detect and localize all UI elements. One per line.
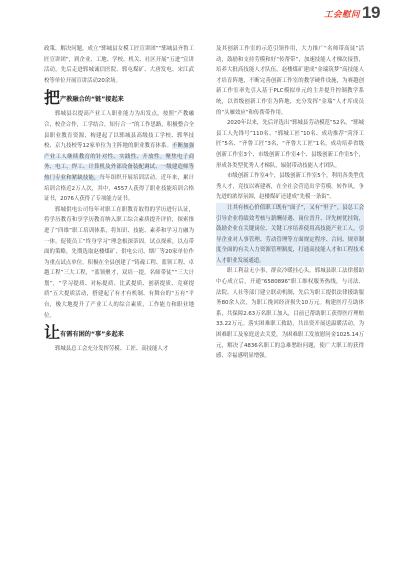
section-heading-1 [44, 89, 194, 107]
highlighted-text: 不断加强产业工人继续教育的针对性、实践性、开放性。聚焦电子商务、电工、焊工、计算机及外部设备装配调试、一级建造师等热门专业和紧缺技能， [44, 143, 194, 181]
highlighted-paragraph: 让其有核心价值职工既有“面子”，又有“里子”。县总工会引导企业将绩效考核与薪酬待遇、岗位晋升、评先树优挂钩，鼓励企业在关键岗位、关键工序培养使用高技能产业工人，引导企业对人事管理、劳动管理等方面规定程序、合同、规章制度全面的有关人力资源管理制度，打通高技能人才和工程技术人才职业发展通道。 [216, 203, 364, 267]
paragraph: 市级创新工作室4个，县级创新工作室5个，利用各类型优秀人才，竞技以赛建赛，在全社会营造出学劳模，转作风，争先进的浓厚氛围，赵楼煤矿还建成“先模一条街”。 [216, 173, 364, 201]
page-number: 19 [362, 3, 380, 22]
paragraph-text: 郓城县以提高产业工人职业能力为出发点，按照“产教融合，校企合作，工学结合，知行合一”的工作思路，积极整合全县职业教育资源，构建起了以郓城县高级技工学校、郓华技校、京九技校等12家单位为主阵地的职业教育体系。 [44, 111, 194, 150]
heading-text: 有需有困的“事”多起来 [60, 331, 124, 339]
paragraph: 郓城县总工会充分发挥劳模、工匠、高技能人才 [55, 346, 169, 353]
paragraph: 职工利益无小事，群众冷暖挂心头。郓城县职工法律援助中心成立后，开通“6580896”职工维权服务热线，与司法、法院、人社等部门建立联动机制，先后为职工提供法律援助服务80余人次，为职工挽回经济损失10万元。构建医疗互助体系，共保障2.63万名职工加入，目前已帮助职工获得医疗理赔33.22万元。落实困难职工救助，共出资开展送温暖活动，为困难职工及家庭送去关爱，为困难职工发放慰问金1025.14万元，解决了4836名职工的急难愁盼问题，使广大职工的获得感、幸福感明显增强。 [216, 268, 364, 360]
paragraph: 及其创新工作室的示范引领作用，大力推广“名师带高徒”活动，鼓励和支持劳模和好“传帮带”，加速技能人才梯次接替，培养大批高技能人才队伍。赵楼煤矿建成“金瑞筑梦”高技能人才培育阵地，不断完善创新工作室的教学硬件设施，为赛越创新工作室率先引入基于PLC模拟单元的主井提升控制教学系统，以省级创新工作室为阵地，充分发挥“金瑞”人才库成员的“头雁效应”和传帮带作用。 [216, 46, 364, 116]
heading-text: 产教融合的“链”接起来 [60, 96, 124, 104]
right-column [216, 44, 364, 362]
left-column [44, 44, 194, 355]
heading-initial: 让 [44, 323, 61, 343]
paragraph: 2020年以来，先后评选出“郓城县劳动模范”52名、“郓城县工人先锋号”110名、“郓城工匠”10名、成功推荐“菏泽工匠”5名、“齐鲁工匠”3名、“齐鲁大工匠”1名，成功培养省级创新工作室3个、市级创新工作室4个、县级创新工作室5个，形成各类型优秀人才梯队，辐射带动技能人才团队。 [216, 120, 364, 169]
heading-initial: 把 [44, 88, 61, 108]
paragraph: 政策、解决问题。成立“郓城县女模工匠宣讲团”“郓城县齐鲁工匠宣讲团”，到企业、工地、学校、机关、社区开展“五进”宣讲活动，先后走进郓城诚信医院、郓屯煤矿、大唐发电、宋江武校等单位开展宣讲活动20余场。 [44, 46, 194, 84]
section-label: 工会慰问 [324, 10, 361, 20]
paragraph: 郓城供电公司每年对职工在职教育取得的学历进行认证，将学历教育和享学历教育纳入职工综合素质提升评价，探索推进了“四维”职工培训体系，将知识、技能、素养和学习力融为一体，促使员工“终身学习”理念根深蒂固。试点探索，以点带面的策略，先期选取赵楼煤矿、供电公司、烟厂等20家单位作为重点试点单位，积极在全县创建了“铸魂工程、蓝领工程、卓越工程”三大工程，“蓝领聚才，双培一提，名师带徒”“三大计划”，“学习提质、对标提质、比武提质、创新提质、竞赛提质”五大提质活动，搭建起了有才有机制、有舞台的“五有”平台，极大地提升了产业工人的综合素质，工作能力和职业地位。 [44, 206, 194, 319]
paragraph [44, 109, 194, 204]
paragraph-text: 每年组织开展培训活动。近年来，累计培训合格近2万人次，其中，4557人获得了职业技能培训合格证书，2076人获得了专项能力证书。 [44, 174, 194, 203]
section-heading-2 [44, 324, 194, 342]
